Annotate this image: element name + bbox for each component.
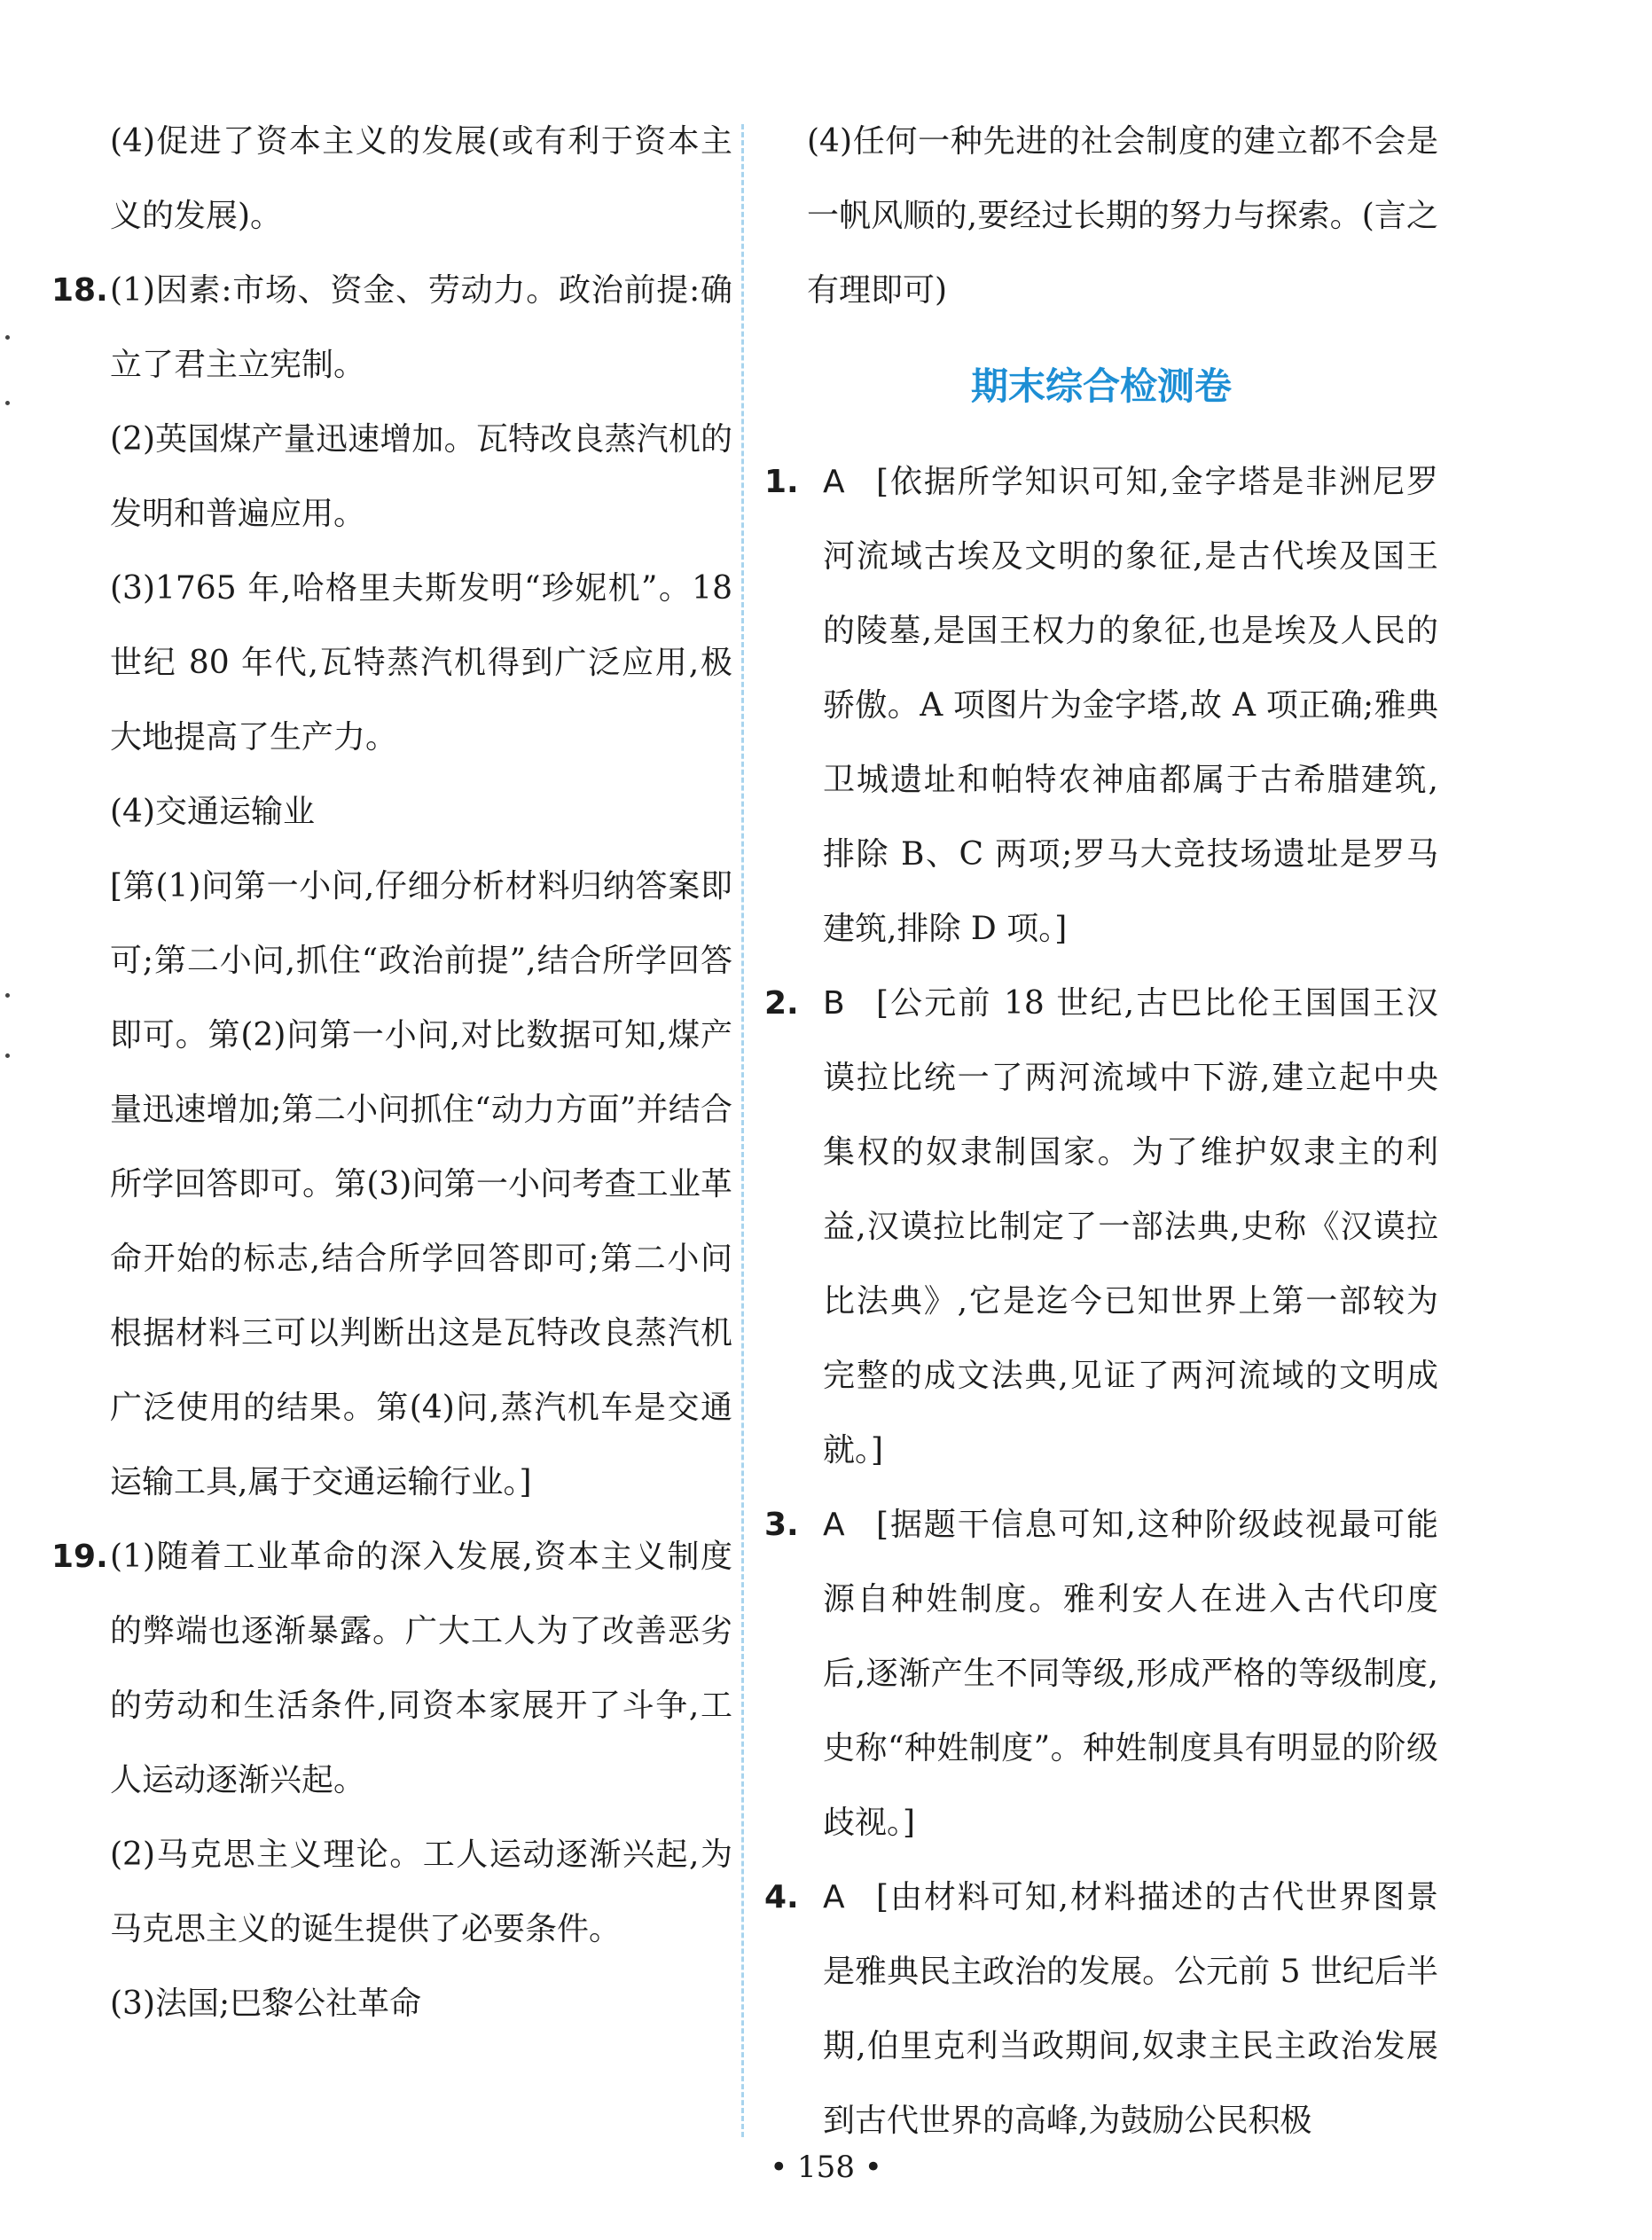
q18-part3: (3)1765 年,哈格里夫斯发明“珍妮机”。18 世纪 80 年代,瓦特蒸汽机得到广泛应用,极大地提高了生产力。 — [110, 570, 732, 756]
answer-number: 3. — [764, 1507, 799, 1543]
answer-item — [764, 445, 1438, 967]
question-number: 19. — [51, 1539, 108, 1575]
section-title: 期末综合检测卷 — [970, 364, 1232, 408]
q18-part4: (4)交通运输业 — [110, 794, 315, 830]
answer-letter: B — [823, 985, 845, 1022]
page-number: • 158 • — [770, 2150, 882, 2185]
answer-letter: A — [823, 464, 845, 500]
q19-part3: (3)法国;巴黎公社革命 — [110, 1985, 422, 2022]
answer-explanation: [据题干信息可知,这种阶级歧视最可能源自种姓制度。雅利安人在进入古代印度后,逐渐产生不同等级,形成严格的等级制度,史称“种姓制度”。种姓制度具有明显的阶级歧视。] — [823, 1507, 1438, 1841]
q19-part4 — [764, 105, 1438, 328]
q19-part4-text: (4)任何一种先进的社会制度的建立都不会是一帆风顺的,要经过长期的努力与探索。(言之有理即可) — [807, 123, 1438, 309]
column-divider — [741, 124, 744, 2137]
q17-part4 — [51, 105, 732, 254]
answer-number: 2. — [764, 985, 799, 1022]
q17-part4-text: (4)促进了资本主义的发展(或有利于资本主义的发展)。 — [110, 123, 732, 234]
answer-number: 4. — [764, 1879, 799, 1915]
answer-explanation: [由材料可知,材料描述的古代世界图景是雅典民主政治的发展。公元前 5 世纪后半期,伯里克利当政期间,奴隶主民主政治发展到古代世界的高峰,为鼓励公民积极 — [823, 1879, 1438, 2139]
answer-letter: A — [823, 1879, 845, 1915]
answer-letter: A — [823, 1507, 845, 1543]
answer-list — [764, 445, 1438, 2158]
question-number: 18. — [51, 272, 108, 309]
answer-number: 1. — [764, 464, 799, 500]
left-column — [51, 105, 732, 2041]
right-column — [764, 105, 1438, 2158]
question-18 — [51, 254, 732, 1520]
answer-item — [764, 967, 1438, 1488]
answer-item — [764, 1860, 1438, 2158]
q18-part1: (1)因素:市场、资金、劳动力。政治前提:确立了君主立宪制。 — [110, 272, 732, 383]
q19-part1: (1)随着工业革命的深入发展,资本主义制度的弊端也逐渐暴露。广大工人为了改善恶劣的劳动和生活条件,同资本家展开了斗争,工人运动逐渐兴起。 — [110, 1539, 732, 1798]
q18-part2: (2)英国煤产量迅速增加。瓦特改良蒸汽机的发明和普遍应用。 — [110, 421, 732, 532]
answer-item — [764, 1488, 1438, 1860]
answer-explanation: [依据所学知识可知,金字塔是非洲尼罗河流域古埃及文明的象征,是古代埃及国王的陵墓,是国王权力的象征,也是埃及人民的骄傲。A 项图片为金字塔,故 A 项正确;雅典卫城遗址和帕特农神庙都属于古希腊建筑,排除 B、C 两项;罗马大竞技场遗址是罗马建筑,排除 D 项。] — [823, 464, 1438, 947]
q19-part2: (2)马克思主义理论。工人运动逐渐兴起,为马克思主义的诞生提供了必要条件。 — [110, 1837, 732, 1947]
answer-explanation: [公元前 18 世纪,古巴比伦王国国王汉谟拉比统一了两河流域中下游,建立起中央集权的奴隶制国家。为了维护奴隶主的利益,汉谟拉比制定了一部法典,史称《汉谟拉比法典》,它是迄今已知世界上第一部较为完整的成文法典,见证了两河流域的文明成就。] — [823, 985, 1438, 1469]
q18-analysis: [第(1)问第一小问,仔细分析材料归纳答案即可;第二小问,抓住“政治前提”,结合所学回答即可。第(2)问第一小问,对比数据可知,煤产量迅速增加;第二小问抓住“动力方面”并结合所学回答即可。第(3)问第一小问考查工业革命开始的标志,结合所学回答即可;第二小问根据材料三可以判断出这是瓦特改良蒸汽机广泛使用的结果。第(4)问,蒸汽机车是交通运输工具,属于交通运输行业。] — [110, 868, 732, 1500]
question-19 — [51, 1520, 732, 2041]
